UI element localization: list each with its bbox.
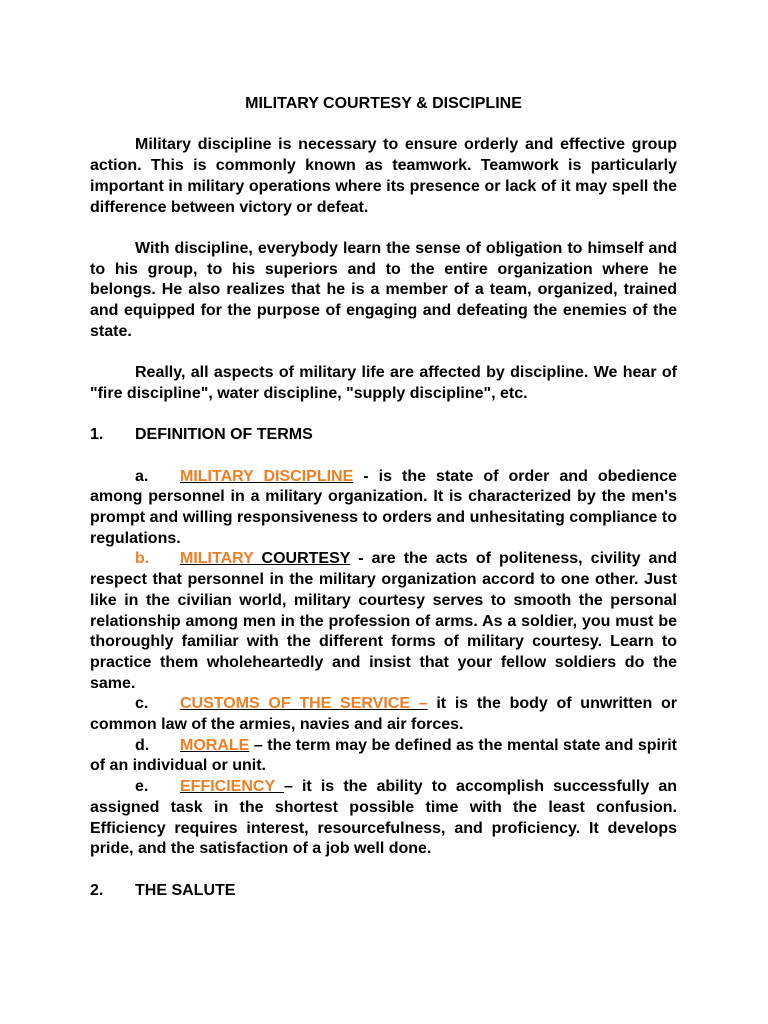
definition-letter: e. xyxy=(135,778,149,796)
definition-letter: c. xyxy=(135,695,149,713)
definition-text: – the term may be defined as the mental state and spirit of an individual or unit. xyxy=(90,736,677,775)
section-heading-definitions xyxy=(90,425,677,446)
definition-customs-of-service xyxy=(90,694,677,735)
definition-military-courtesy xyxy=(90,549,677,694)
intro-paragraph-3: Really, all aspects of military life are affected by discipline. We hear of "fire discipline", water discipline, "supply discipline", etc. xyxy=(90,364,677,402)
definition-term: MILITARY DISCIPLINE xyxy=(180,467,354,485)
section-heading-salute xyxy=(90,881,677,902)
definition-military-discipline xyxy=(90,467,677,550)
document-title: MILITARY COURTESY & DISCIPLINE xyxy=(245,95,522,112)
section-number: 2. xyxy=(90,881,104,899)
definition-efficiency xyxy=(90,777,677,860)
section-title: DEFINITION OF TERMS xyxy=(135,426,313,444)
definition-letter: d. xyxy=(135,736,150,754)
definition-text: - are the acts of politeness, civility and respect that personnel in the military organization accord to one other. Just like in the civilian world, military courtesy serves to smooth the personal relationship among men in the profession of arms. As a soldier, you must be thoroughly familiar with the different forms of military courtesy. Learn to practice them wholeheartedly and insist that your fellow soldiers do the same. xyxy=(90,550,677,692)
definition-term: EFFICIENCY xyxy=(180,778,284,796)
definition-term: MILITARY xyxy=(180,550,262,568)
definition-text: - is the state of order and obedience among personnel in a military organization. It is characterized by the men's prompt and willing responsiveness to orders and unhesitating compliance to regulations. xyxy=(90,467,677,547)
definition-text: it is the body of unwritten or common law of the armies, navies and air forces. xyxy=(90,695,678,734)
definition-letter: b. xyxy=(135,550,150,568)
definition-term: MORALE xyxy=(180,736,250,754)
definition-term-continued: COURTESY xyxy=(261,550,351,568)
section-number: 1. xyxy=(90,426,104,444)
section-title: THE SALUTE xyxy=(135,881,236,899)
definition-text: – it is the ability to accomplish successfully an assigned task in the shortest possible time with the least confusion. Efficiency requires interest, resourcefulness, and proficiency. It develops pride, and the satisfaction of a job well done. xyxy=(90,778,677,858)
definition-morale xyxy=(90,736,677,777)
definition-letter: a. xyxy=(135,467,149,485)
document-body xyxy=(90,94,677,922)
definition-term: CUSTOMS OF THE SERVICE – xyxy=(180,695,428,713)
intro-paragraph-1: Military discipline is necessary to ensure orderly and effective group action. This is commonly known as teamwork. Teamwork is particularly important in military operations where its presence or lack of it may spell the difference between victory or defeat. xyxy=(90,136,677,216)
intro-paragraph-2: With discipline, everybody learn the sense of obligation to himself and to his group, to his superiors and to the entire organization where he belongs. He also realizes that he is a member of a team, organized, trained and equipped for the purpose of engaging and defeating the enemies of the state. xyxy=(90,239,677,340)
